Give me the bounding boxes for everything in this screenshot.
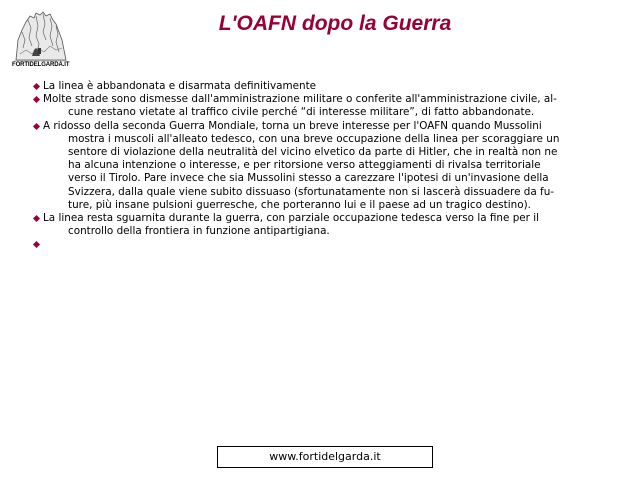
mountain-fort-illustration	[12, 10, 68, 62]
site-logo	[12, 10, 68, 72]
diamond-bullet-icon	[33, 241, 40, 248]
bullet-list	[34, 80, 610, 252]
bullet-text-line: sentore di violazione della neutralità del vicino elvetico da parte di Hitler, che in realtà non ne	[68, 146, 558, 159]
logo-caption: FORTIDELGARDA.IT	[12, 62, 70, 68]
bullet-text-line: A ridosso della seconda Guerra Mondiale, torna un breve interesse per l'OAFN quando Mussolini	[43, 119, 542, 132]
bullet-item-4	[34, 212, 610, 238]
diamond-bullet-icon	[33, 96, 40, 103]
bullet-text-line: La linea resta sguarnita durante la guerra, con parziale occupazione tedesca verso la fine per il	[43, 212, 540, 225]
bullet-item-3	[34, 120, 610, 212]
bullet-text-line: ture, più insane pulsioni guerresche, che porteranno lui e il paese ad un tragico destino).	[68, 198, 531, 211]
diamond-bullet-icon	[33, 215, 40, 222]
diamond-bullet-icon	[33, 123, 40, 130]
bullet-item-5	[34, 238, 610, 251]
bullet-item-1	[34, 80, 610, 93]
website-footer-box: www.fortidelgarda.it	[217, 446, 433, 468]
bullet-text-line: ha alcuna intenzione o interesse, e per ritorsione verso atteggiamenti di rivalsa territoriale	[68, 159, 541, 172]
bullet-text-line: Molte strade sono dismesse dall'amministrazione militare o conferite all'amministrazione civile, al-	[43, 93, 557, 106]
bullet-text-line: mostra i muscoli all'alleato tedesco, con una breve occupazione della linea per scoraggiare un	[68, 132, 560, 145]
page-title: L'OAFN dopo la Guerra	[218, 12, 452, 35]
bullet-text-line: controllo della frontiera in funzione antipartigiana.	[68, 225, 330, 238]
bullet-text-line: cune restano vietate al traffico civile perché “di interesse militare”, di fatto abbandonate.	[68, 106, 535, 119]
bullet-text-line: Svizzera, dalla quale viene subito dissuaso (sfortunatamente non si lascerà dissuadere da fu-	[68, 185, 555, 198]
bullet-text-line: verso il Tirolo. Pare invece che sia Mussolini stesso a carezzare l'ipotesi di un'invasione della	[68, 172, 549, 185]
diamond-bullet-icon	[33, 83, 40, 90]
bullet-text-line: La linea è abbandonata e disarmata definitivamente	[43, 80, 317, 92]
bullet-text-line	[43, 238, 610, 251]
bullet-item-2	[34, 93, 610, 119]
